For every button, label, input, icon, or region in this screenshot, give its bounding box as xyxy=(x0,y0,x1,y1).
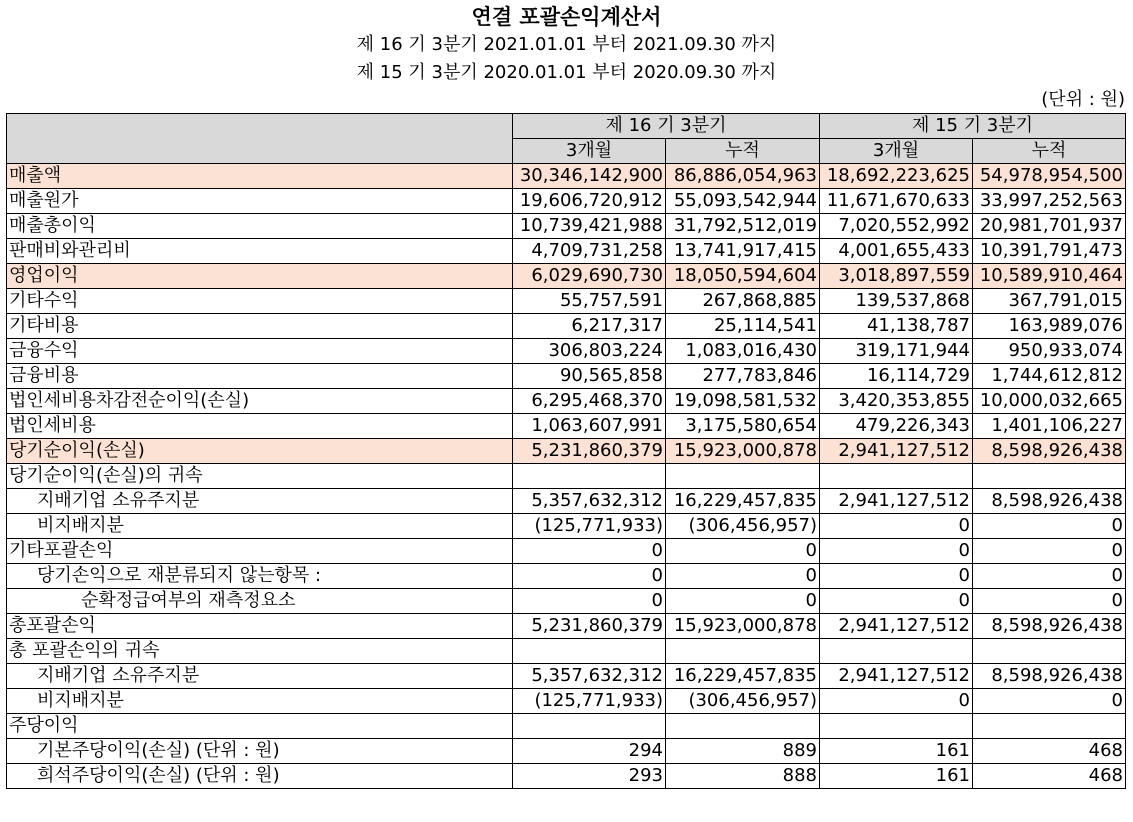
row-label: 당기순이익(손실) xyxy=(7,439,513,464)
value-cell xyxy=(820,639,973,664)
row-label: 순확정급여부의 재측정요소 xyxy=(7,589,513,614)
row-label: 금융수익 xyxy=(7,339,513,364)
value-cell: 5,231,860,379 xyxy=(513,439,666,464)
table-row xyxy=(7,264,1126,289)
value-cell: 0 xyxy=(513,589,666,614)
value-cell: 889 xyxy=(666,739,820,764)
value-cell: 0 xyxy=(973,514,1126,539)
value-cell: 19,098,581,532 xyxy=(666,389,820,414)
table-row xyxy=(7,639,1126,664)
value-cell: 479,226,343 xyxy=(820,414,973,439)
value-cell xyxy=(820,714,973,739)
header-prior-period: 제 15 기 3분기 xyxy=(820,114,1126,139)
table-row xyxy=(7,739,1126,764)
row-label: 총 포괄손익의 귀속 xyxy=(7,639,513,664)
table-row xyxy=(7,414,1126,439)
value-cell: 15,923,000,878 xyxy=(666,614,820,639)
value-cell: 0 xyxy=(513,539,666,564)
header-current-3month: 3개월 xyxy=(513,139,666,164)
table-row xyxy=(7,239,1126,264)
table-row xyxy=(7,439,1126,464)
table-row xyxy=(7,464,1126,489)
value-cell: 0 xyxy=(973,539,1126,564)
value-cell: 3,420,353,855 xyxy=(820,389,973,414)
value-cell: 54,978,954,500 xyxy=(973,164,1126,189)
value-cell: 2,941,127,512 xyxy=(820,489,973,514)
row-label: 비지배지분 xyxy=(7,514,513,539)
income-statement-table xyxy=(6,113,1126,789)
value-cell: 5,231,860,379 xyxy=(513,614,666,639)
table-row xyxy=(7,214,1126,239)
row-label: 당기손익으로 재분류되지 않는항목 : xyxy=(7,564,513,589)
value-cell: 8,598,926,438 xyxy=(973,489,1126,514)
value-cell xyxy=(973,464,1126,489)
period-prior: 제 15 기 3분기 2020.01.01 부터 2020.09.30 까지 xyxy=(356,62,777,83)
value-cell: 294 xyxy=(513,739,666,764)
value-cell: 41,138,787 xyxy=(820,314,973,339)
value-cell: 319,171,944 xyxy=(820,339,973,364)
row-label: 매출액 xyxy=(7,164,513,189)
value-cell xyxy=(513,639,666,664)
table-row xyxy=(7,314,1126,339)
table-row xyxy=(7,664,1126,689)
row-label: 지배기업 소유주지분 xyxy=(7,664,513,689)
row-label: 기타비용 xyxy=(7,314,513,339)
value-cell: 10,739,421,988 xyxy=(513,214,666,239)
value-cell: 888 xyxy=(666,764,820,789)
value-cell: 8,598,926,438 xyxy=(973,439,1126,464)
table-row xyxy=(7,764,1126,789)
value-cell: 11,671,670,633 xyxy=(820,189,973,214)
value-cell: 33,997,252,563 xyxy=(973,189,1126,214)
row-label: 비지배지분 xyxy=(7,689,513,714)
value-cell xyxy=(666,464,820,489)
row-label: 영업이익 xyxy=(7,264,513,289)
row-label: 총포괄손익 xyxy=(7,614,513,639)
table-row xyxy=(7,164,1126,189)
row-label: 금융비용 xyxy=(7,364,513,389)
value-cell: 10,000,032,665 xyxy=(973,389,1126,414)
value-cell: 163,989,076 xyxy=(973,314,1126,339)
unit-note: (단위 : 원) xyxy=(1041,89,1125,110)
header-current-period: 제 16 기 3분기 xyxy=(513,114,820,139)
value-cell: 1,083,016,430 xyxy=(666,339,820,364)
value-cell: 468 xyxy=(973,739,1126,764)
value-cell: 950,933,074 xyxy=(973,339,1126,364)
header-prior-3month: 3개월 xyxy=(820,139,973,164)
value-cell: 0 xyxy=(666,589,820,614)
value-cell: 8,598,926,438 xyxy=(973,614,1126,639)
value-cell: 0 xyxy=(666,564,820,589)
value-cell xyxy=(973,714,1126,739)
value-cell: 161 xyxy=(820,739,973,764)
value-cell: 5,357,632,312 xyxy=(513,664,666,689)
value-cell: 293 xyxy=(513,764,666,789)
row-label: 법인세비용 xyxy=(7,414,513,439)
table-row xyxy=(7,589,1126,614)
statement-title: 연결 포괄손익계산서 xyxy=(471,5,662,29)
value-cell: 86,886,054,963 xyxy=(666,164,820,189)
table-row xyxy=(7,514,1126,539)
value-cell: 7,020,552,992 xyxy=(820,214,973,239)
value-cell: 90,565,858 xyxy=(513,364,666,389)
header-row-group xyxy=(7,114,1126,139)
value-cell: 0 xyxy=(513,564,666,589)
value-cell xyxy=(513,464,666,489)
row-label: 기타포괄손익 xyxy=(7,539,513,564)
value-cell: 8,598,926,438 xyxy=(973,664,1126,689)
value-cell xyxy=(820,464,973,489)
value-cell: (125,771,933) xyxy=(513,689,666,714)
value-cell: (125,771,933) xyxy=(513,514,666,539)
value-cell: 25,114,541 xyxy=(666,314,820,339)
value-cell: 0 xyxy=(820,689,973,714)
value-cell: 18,050,594,604 xyxy=(666,264,820,289)
value-cell: 55,757,591 xyxy=(513,289,666,314)
value-cell: 468 xyxy=(973,764,1126,789)
value-cell: 16,229,457,835 xyxy=(666,664,820,689)
value-cell: 0 xyxy=(666,539,820,564)
table-row xyxy=(7,289,1126,314)
table-row xyxy=(7,539,1126,564)
value-cell: 2,941,127,512 xyxy=(820,614,973,639)
value-cell: 2,941,127,512 xyxy=(820,439,973,464)
value-cell: 306,803,224 xyxy=(513,339,666,364)
value-cell: 2,941,127,512 xyxy=(820,664,973,689)
table-row xyxy=(7,564,1126,589)
table-row xyxy=(7,189,1126,214)
row-label: 매출총이익 xyxy=(7,214,513,239)
value-cell: 0 xyxy=(820,589,973,614)
value-cell: 0 xyxy=(973,589,1126,614)
value-cell: 13,741,917,415 xyxy=(666,239,820,264)
value-cell: 16,229,457,835 xyxy=(666,489,820,514)
value-cell: 10,391,791,473 xyxy=(973,239,1126,264)
value-cell: 3,175,580,654 xyxy=(666,414,820,439)
value-cell: 6,217,317 xyxy=(513,314,666,339)
row-label: 매출원가 xyxy=(7,189,513,214)
table-row xyxy=(7,689,1126,714)
value-cell: (306,456,957) xyxy=(666,514,820,539)
row-label: 희석주당이익(손실) (단위 : 원) xyxy=(7,764,513,789)
row-label: 당기순이익(손실)의 귀속 xyxy=(7,464,513,489)
row-label: 주당이익 xyxy=(7,714,513,739)
period-current: 제 16 기 3분기 2021.01.01 부터 2021.09.30 까지 xyxy=(356,34,777,55)
row-label: 기본주당이익(손실) (단위 : 원) xyxy=(7,739,513,764)
table-row xyxy=(7,339,1126,364)
value-cell: 55,093,542,944 xyxy=(666,189,820,214)
value-cell: 10,589,910,464 xyxy=(973,264,1126,289)
value-cell: 0 xyxy=(820,514,973,539)
value-cell xyxy=(513,714,666,739)
row-label: 판매비와관리비 xyxy=(7,239,513,264)
value-cell xyxy=(973,639,1126,664)
row-label: 법인세비용차감전순이익(손실) xyxy=(7,389,513,414)
value-cell xyxy=(666,714,820,739)
value-cell: 139,537,868 xyxy=(820,289,973,314)
value-cell: 30,346,142,900 xyxy=(513,164,666,189)
value-cell: 1,063,607,991 xyxy=(513,414,666,439)
value-cell: 0 xyxy=(820,539,973,564)
table-row xyxy=(7,489,1126,514)
value-cell: (306,456,957) xyxy=(666,689,820,714)
value-cell: 161 xyxy=(820,764,973,789)
value-cell: 267,868,885 xyxy=(666,289,820,314)
value-cell: 6,295,468,370 xyxy=(513,389,666,414)
table-row xyxy=(7,389,1126,414)
value-cell: 18,692,223,625 xyxy=(820,164,973,189)
table-row xyxy=(7,614,1126,639)
value-cell: 15,923,000,878 xyxy=(666,439,820,464)
header-current-cumulative: 누적 xyxy=(666,139,820,164)
value-cell: 0 xyxy=(973,689,1126,714)
value-cell: 20,981,701,937 xyxy=(973,214,1126,239)
value-cell: 367,791,015 xyxy=(973,289,1126,314)
value-cell: 6,029,690,730 xyxy=(513,264,666,289)
value-cell: 31,792,512,019 xyxy=(666,214,820,239)
value-cell: 4,001,655,433 xyxy=(820,239,973,264)
header-blank-cell xyxy=(7,114,513,164)
value-cell: 0 xyxy=(820,564,973,589)
row-label: 기타수익 xyxy=(7,289,513,314)
table-row xyxy=(7,714,1126,739)
value-cell: 3,018,897,559 xyxy=(820,264,973,289)
value-cell xyxy=(666,639,820,664)
table-row xyxy=(7,364,1126,389)
value-cell: 5,357,632,312 xyxy=(513,489,666,514)
value-cell: 0 xyxy=(973,564,1126,589)
value-cell: 19,606,720,912 xyxy=(513,189,666,214)
value-cell: 1,744,612,812 xyxy=(973,364,1126,389)
value-cell: 277,783,846 xyxy=(666,364,820,389)
header-prior-cumulative: 누적 xyxy=(973,139,1126,164)
value-cell: 1,401,106,227 xyxy=(973,414,1126,439)
row-label: 지배기업 소유주지분 xyxy=(7,489,513,514)
value-cell: 4,709,731,258 xyxy=(513,239,666,264)
value-cell: 16,114,729 xyxy=(820,364,973,389)
